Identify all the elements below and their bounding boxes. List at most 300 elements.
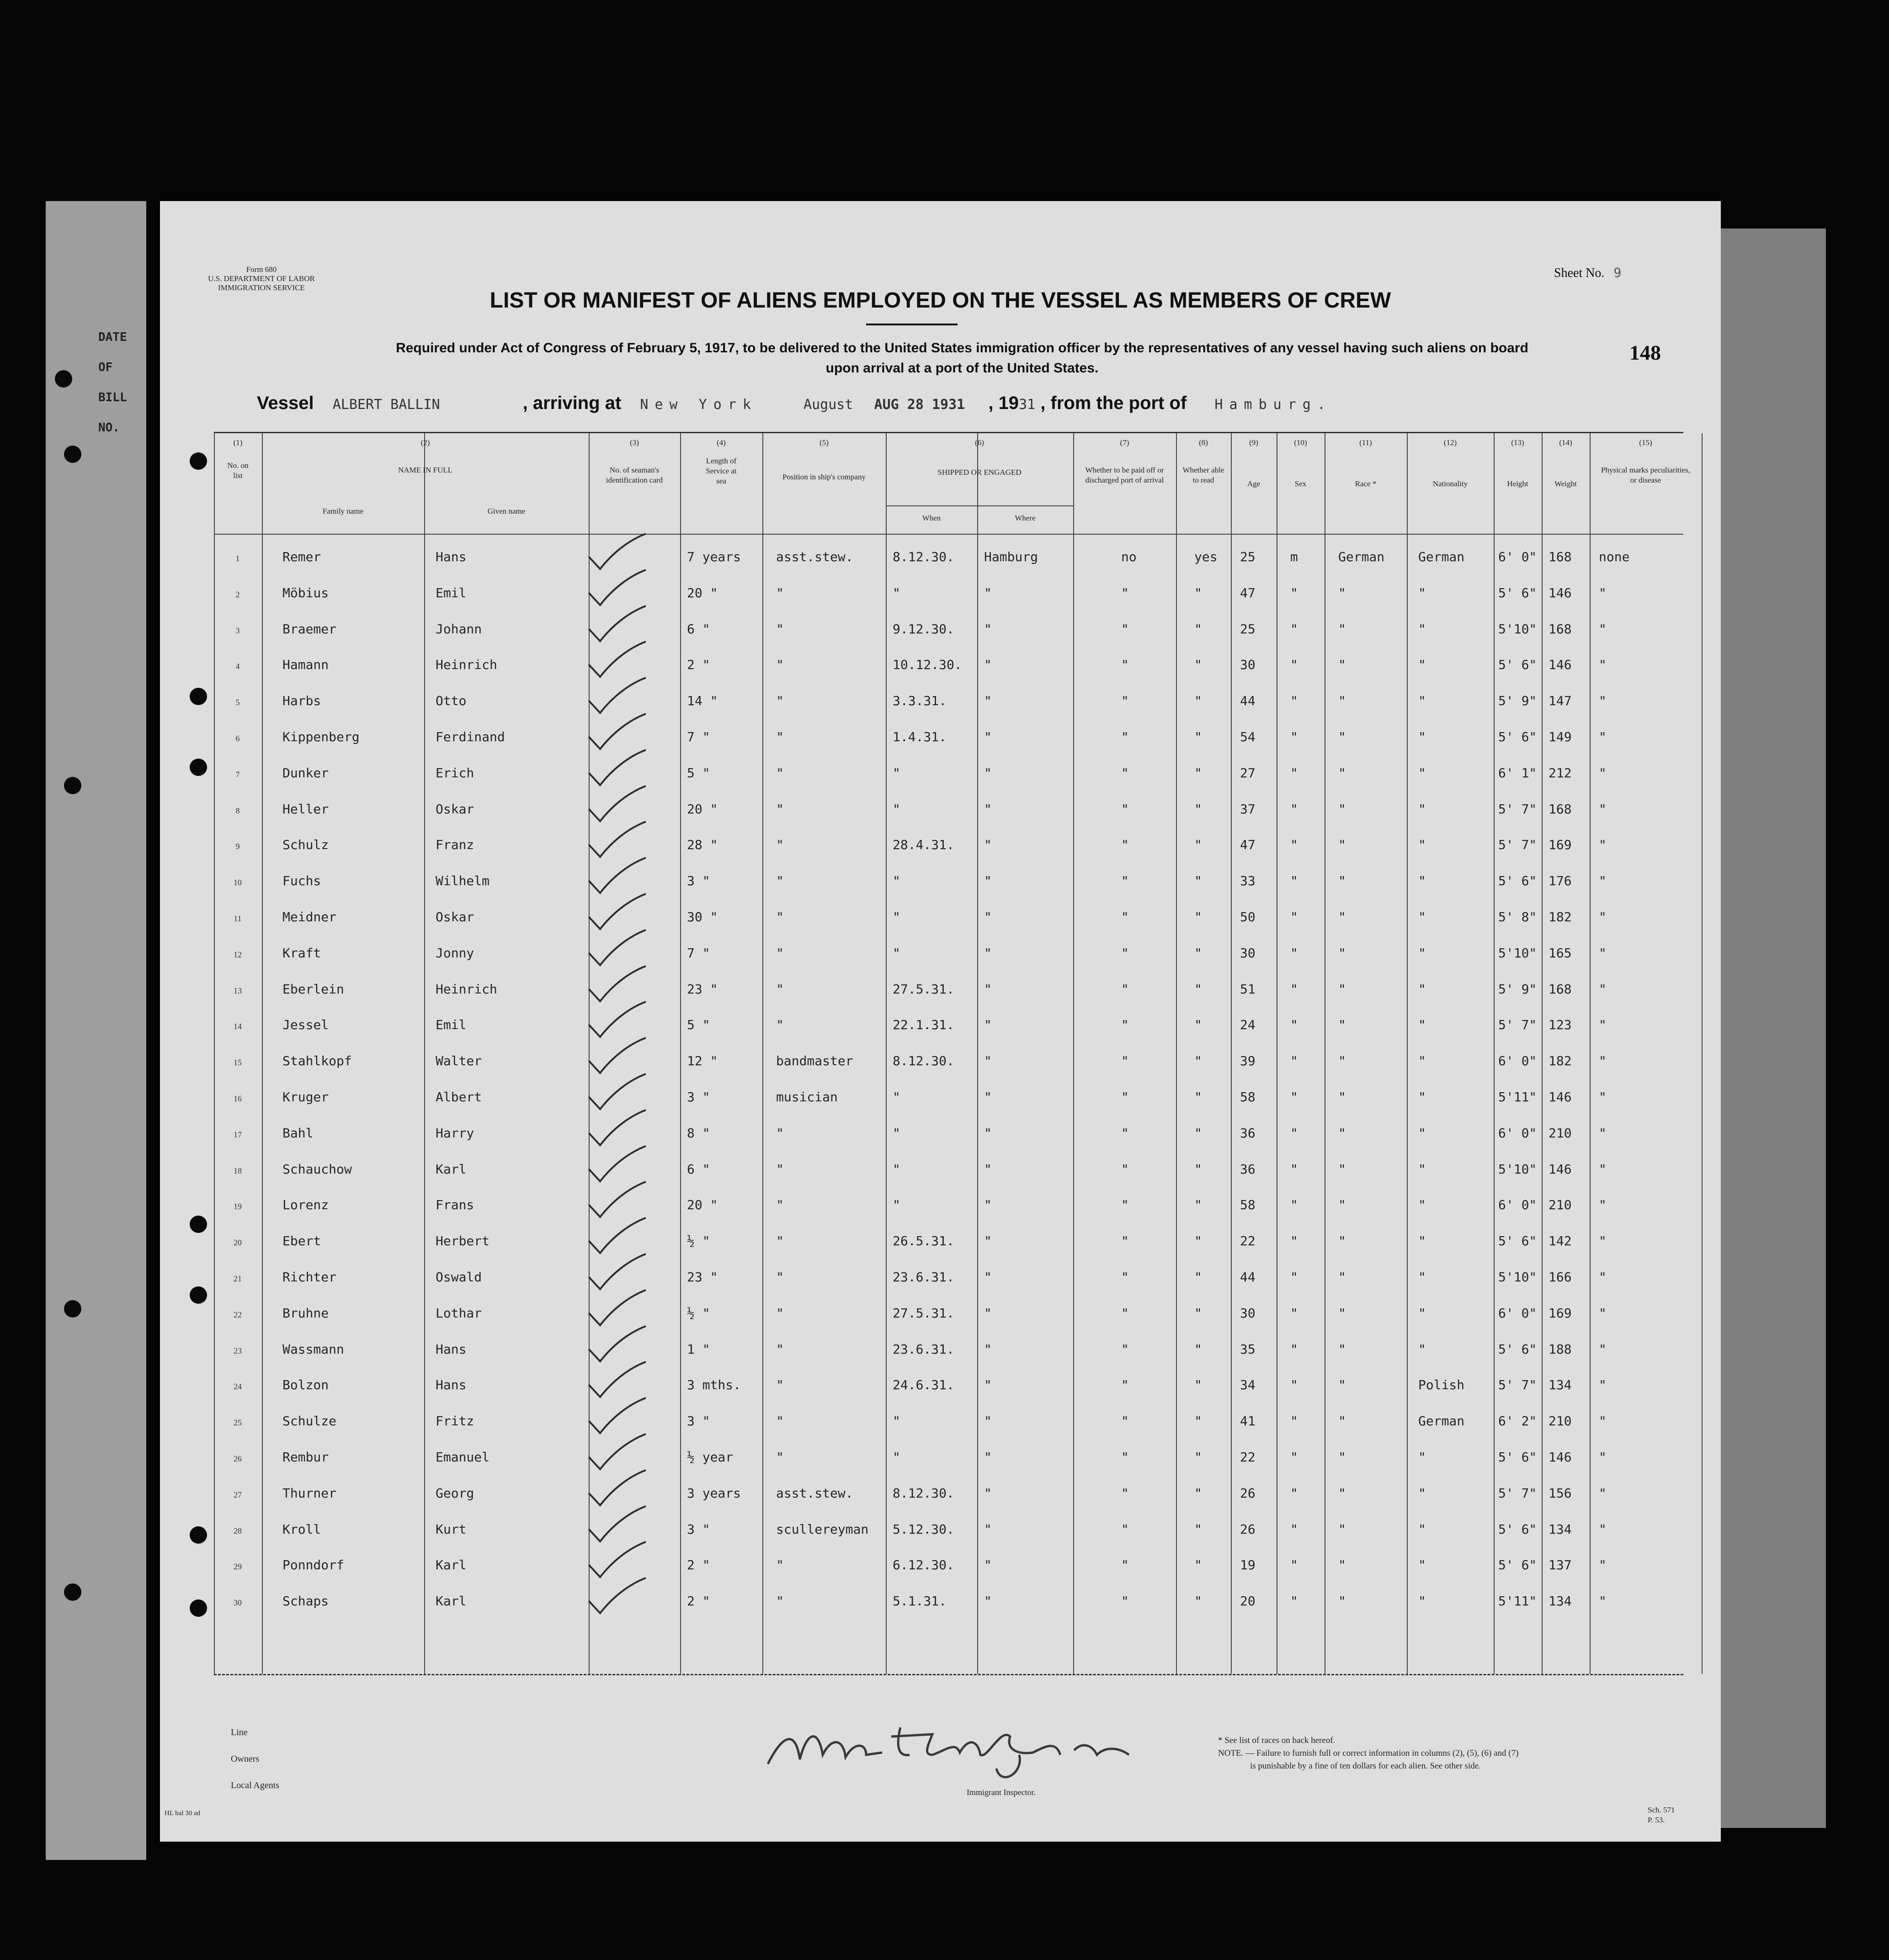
cell-paid: "	[1121, 657, 1129, 673]
checkmark-icon	[584, 604, 648, 645]
cell-family: Heller	[282, 801, 329, 817]
cell-height: 5' 7"	[1498, 801, 1537, 817]
where-header: Where	[1015, 514, 1036, 522]
col-7-number: (7)	[1120, 438, 1129, 447]
arrival-month: August	[803, 397, 853, 413]
cell-age: 26	[1240, 1521, 1256, 1537]
cell-family: Bruhne	[282, 1305, 329, 1321]
cell-nationality: "	[1418, 1233, 1426, 1249]
cell-position: musician	[776, 1089, 838, 1105]
cell-marks: "	[1599, 981, 1607, 997]
cell-read: "	[1194, 1161, 1202, 1177]
cell-where: "	[984, 909, 992, 924]
cell-height: 6' 0"	[1498, 1053, 1537, 1069]
cell-read: "	[1194, 1557, 1202, 1573]
cell-family: Dunker	[282, 765, 329, 781]
sheet-number	[1554, 265, 1621, 281]
cell-paid: no	[1121, 549, 1137, 564]
cell-given: Karl	[436, 1593, 467, 1609]
cell-height: 5' 9"	[1498, 981, 1537, 997]
cell-sex: "	[1290, 1305, 1298, 1321]
cell-paid: "	[1121, 945, 1129, 961]
row-number: 5	[235, 698, 240, 707]
cell-sex: "	[1290, 1593, 1298, 1609]
footer-owners-label: Owners	[231, 1754, 260, 1764]
col-6-number: (6)	[975, 438, 984, 447]
cell-paid: "	[1121, 1450, 1129, 1465]
cell-position: "	[776, 1305, 784, 1321]
cell-marks: "	[1599, 1593, 1607, 1609]
cell-paid: "	[1121, 1233, 1129, 1249]
checkmark-icon	[584, 531, 648, 573]
cell-given: Oskar	[436, 909, 474, 924]
cell-where: "	[984, 585, 992, 600]
cell-position: "	[776, 873, 784, 889]
cell-position: "	[776, 765, 784, 781]
cell-nationality: "	[1418, 1305, 1426, 1321]
family-name-header: Family name	[322, 507, 364, 515]
cell-sex: "	[1290, 693, 1298, 709]
cell-where: "	[984, 1089, 992, 1105]
cell-paid: "	[1121, 1125, 1129, 1141]
footer-agents-label: Local Agents	[231, 1780, 280, 1790]
cell-paid: "	[1121, 693, 1129, 709]
cell-when: "	[893, 945, 900, 961]
binder-hole	[190, 759, 207, 776]
cell-read: "	[1194, 1377, 1202, 1393]
cell-paid: "	[1121, 1305, 1129, 1321]
cell-given: Hans	[436, 1341, 467, 1357]
cell-given: Frans	[436, 1197, 474, 1213]
cell-sex: m	[1290, 549, 1298, 564]
checkmark-icon	[584, 964, 648, 1005]
cell-nationality: "	[1418, 1485, 1426, 1501]
cell-age: 44	[1240, 693, 1256, 709]
cell-service: 28 "	[687, 837, 718, 853]
cell-given: Erich	[436, 765, 474, 781]
cell-weight: 168	[1548, 981, 1572, 997]
cell-when: 22.1.31.	[893, 1017, 954, 1033]
cell-height: 5' 7"	[1498, 1017, 1537, 1033]
binder-hole	[64, 777, 81, 794]
cell-when: "	[893, 909, 900, 924]
cell-height: 5' 6"	[1498, 1521, 1537, 1537]
cell-family: Ponndorf	[282, 1557, 344, 1573]
checkmark-icon	[584, 999, 648, 1041]
sheet-number-label: Sheet No.	[1554, 266, 1605, 280]
cell-weight: 146	[1548, 1161, 1572, 1177]
row-number: 12	[234, 950, 242, 959]
cell-where: Hamburg	[984, 549, 1038, 564]
cell-when: 9.12.30.	[893, 621, 954, 637]
cell-family: Lorenz	[282, 1197, 329, 1213]
cell-race: "	[1338, 1341, 1346, 1357]
col-15-header: Physical marks peculiarities, or disease	[1601, 466, 1690, 484]
cell-race: "	[1338, 873, 1346, 889]
title-rule	[866, 324, 958, 325]
cell-read: "	[1194, 1521, 1202, 1537]
cell-age: 27	[1240, 765, 1256, 781]
cell-where: "	[984, 1377, 992, 1393]
cell-where: "	[984, 729, 992, 744]
cell-nationality: "	[1418, 1197, 1426, 1213]
cell-sex: "	[1290, 1485, 1298, 1501]
cell-family: Schauchow	[282, 1161, 352, 1177]
back-stamp	[98, 322, 146, 443]
cell-marks: "	[1599, 1017, 1607, 1033]
cell-paid: "	[1121, 1197, 1129, 1213]
col-10-header: Sex	[1294, 479, 1307, 488]
cell-service: 20 "	[687, 1197, 718, 1213]
row-number: 2	[235, 590, 240, 599]
row-number: 21	[234, 1274, 242, 1283]
cell-service: 3 years	[687, 1485, 741, 1501]
cell-weight: 134	[1548, 1521, 1572, 1537]
cell-height: 5'11"	[1498, 1593, 1537, 1609]
cell-when: 24.6.31.	[893, 1377, 954, 1393]
print-code: HL bal 30 ad	[165, 1810, 201, 1817]
cell-age: 47	[1240, 837, 1256, 853]
cell-read: "	[1194, 1233, 1202, 1249]
cell-sex: "	[1290, 1377, 1298, 1393]
cell-age: 51	[1240, 981, 1256, 997]
cell-height: 6' 0"	[1498, 1125, 1537, 1141]
cell-when: "	[893, 801, 900, 817]
cell-read: "	[1194, 837, 1202, 853]
cell-given: Otto	[436, 693, 467, 709]
cell-sex: "	[1290, 1269, 1298, 1285]
cell-family: Bolzon	[282, 1377, 329, 1393]
cell-family: Kruger	[282, 1089, 329, 1105]
cell-height: 6' 0"	[1498, 549, 1537, 564]
cell-race: "	[1338, 1305, 1346, 1321]
cell-weight: 210	[1548, 1197, 1572, 1213]
cell-when: "	[893, 1197, 900, 1213]
cell-position: "	[776, 1269, 784, 1285]
cell-when: "	[893, 873, 900, 889]
cell-where: "	[984, 873, 992, 889]
footer-note	[1218, 1734, 1629, 1773]
binder-hole	[190, 1216, 207, 1233]
cell-service: 8 "	[687, 1125, 710, 1141]
row-number: 23	[234, 1346, 242, 1355]
cell-service: 3 "	[687, 1413, 710, 1429]
cell-paid: "	[1121, 585, 1129, 600]
cell-where: "	[984, 1161, 992, 1177]
cell-where: "	[984, 621, 992, 637]
cell-weight: 176	[1548, 873, 1572, 889]
cell-sex: "	[1290, 585, 1298, 600]
cell-when: 8.12.30.	[893, 1485, 954, 1501]
binder-hole	[64, 446, 81, 463]
cell-race: "	[1338, 1593, 1346, 1609]
cell-race: "	[1338, 1377, 1346, 1393]
cell-age: 39	[1240, 1053, 1256, 1069]
cell-race: "	[1338, 909, 1346, 924]
cell-given: Wilhelm	[436, 873, 490, 889]
cell-marks: "	[1599, 945, 1607, 961]
cell-sex: "	[1290, 621, 1298, 637]
cell-nationality: "	[1418, 1521, 1426, 1537]
cell-marks: "	[1599, 1521, 1607, 1537]
cell-family: Braemer	[282, 621, 337, 637]
cell-height: 6' 1"	[1498, 765, 1537, 781]
cell-where: "	[984, 765, 992, 781]
cell-where: "	[984, 1450, 992, 1465]
cell-given: Hans	[436, 549, 467, 564]
cell-paid: "	[1121, 801, 1129, 817]
checkmark-icon	[584, 1396, 648, 1437]
row-number: 14	[234, 1022, 242, 1031]
cell-age: 30	[1240, 657, 1256, 673]
col-13-number: (13)	[1511, 438, 1524, 447]
cell-age: 26	[1240, 1485, 1256, 1501]
cell-family: Fuchs	[282, 873, 321, 889]
cell-age: 20	[1240, 1593, 1256, 1609]
cell-sex: "	[1290, 1233, 1298, 1249]
cell-nationality: "	[1418, 621, 1426, 637]
cell-service: 6 "	[687, 1161, 710, 1177]
cell-family: Möbius	[282, 585, 329, 600]
cell-given: Karl	[436, 1161, 467, 1177]
col-14-number: (14)	[1559, 438, 1572, 447]
cell-family: Schulz	[282, 837, 329, 853]
cell-service: ½ "	[687, 1233, 710, 1249]
cell-paid: "	[1121, 837, 1129, 853]
cell-position: "	[776, 657, 784, 673]
cell-height: 5' 6"	[1498, 1233, 1537, 1249]
manifest-table	[214, 432, 1690, 1675]
cell-race: German	[1338, 549, 1385, 564]
cell-read: "	[1194, 1053, 1202, 1069]
col-1-header: No. on list	[227, 461, 249, 480]
cell-age: 47	[1240, 585, 1256, 600]
cell-sex: "	[1290, 765, 1298, 781]
cell-service: 20 "	[687, 801, 718, 817]
back-page-right	[1721, 228, 1826, 1828]
binder-hole	[190, 688, 207, 705]
cell-marks: "	[1599, 693, 1607, 709]
checkmark-icon	[584, 1432, 648, 1473]
cell-given: Oswald	[436, 1269, 482, 1285]
cell-marks: "	[1599, 873, 1607, 889]
cell-given: Emanuel	[436, 1450, 490, 1465]
cell-when: "	[893, 1125, 900, 1141]
cell-service: 2 "	[687, 1557, 710, 1573]
cell-marks: "	[1599, 1450, 1607, 1465]
form-number: Form 680	[246, 265, 277, 274]
cell-when: 8.12.30.	[893, 1053, 954, 1069]
cell-marks: "	[1599, 729, 1607, 744]
cell-given: Herbert	[436, 1233, 490, 1249]
cell-family: Eberlein	[282, 981, 344, 997]
cell-sex: "	[1290, 1413, 1298, 1429]
col-11-header: Race *	[1355, 479, 1377, 488]
subtitle-line-2: upon arrival at a port of the United States.	[825, 361, 1099, 376]
cell-sex: "	[1290, 1125, 1298, 1141]
form-service: IMMIGRATION SERVICE	[218, 283, 305, 292]
cell-race: "	[1338, 585, 1346, 600]
cell-age: 41	[1240, 1413, 1256, 1429]
checkmark-icon	[584, 892, 648, 933]
cell-given: Hans	[436, 1377, 467, 1393]
cell-sex: "	[1290, 1089, 1298, 1105]
cell-marks: "	[1599, 765, 1607, 781]
cell-marks: "	[1599, 1053, 1607, 1069]
note-races: * See list of races on back hereof.	[1218, 1736, 1336, 1745]
cell-service: 20 "	[687, 585, 718, 600]
checkmark-icon	[584, 819, 648, 860]
cell-given: Walter	[436, 1053, 482, 1069]
cell-where: "	[984, 1197, 992, 1213]
cell-sex: "	[1290, 1450, 1298, 1465]
col-4-header: Length of Service at sea	[706, 457, 737, 485]
cell-when: 8.12.30.	[893, 549, 954, 564]
cell-position: "	[776, 1125, 784, 1141]
checkmark-icon	[584, 1504, 648, 1545]
cell-when: "	[893, 1413, 900, 1429]
cell-height: 5' 6"	[1498, 585, 1537, 600]
cell-height: 5' 6"	[1498, 1450, 1537, 1465]
cell-nationality: "	[1418, 801, 1426, 817]
cell-given: Jonny	[436, 945, 474, 961]
cell-paid: "	[1121, 1377, 1129, 1393]
row-number: 11	[234, 914, 242, 923]
checkmark-icon	[584, 1108, 648, 1149]
checkmark-icon	[584, 784, 648, 825]
cell-position: "	[776, 909, 784, 924]
cell-marks: "	[1599, 1341, 1607, 1357]
cell-marks: "	[1599, 1233, 1607, 1249]
cell-nationality: German	[1418, 549, 1465, 564]
cell-given: Ferdinand	[436, 729, 505, 744]
cell-family: Thurner	[282, 1485, 337, 1501]
col-10-number: (10)	[1294, 438, 1307, 447]
row-number: 1	[235, 554, 240, 563]
cell-nationality: "	[1418, 1593, 1426, 1609]
cell-sex: "	[1290, 657, 1298, 673]
cell-paid: "	[1121, 1413, 1129, 1429]
cell-marks: "	[1599, 621, 1607, 637]
cell-where: "	[984, 1305, 992, 1321]
cell-service: 5 "	[687, 1017, 710, 1033]
cell-age: 25	[1240, 621, 1256, 637]
cell-family: Hamann	[282, 657, 329, 673]
cell-nationality: "	[1418, 729, 1426, 744]
cell-where: "	[984, 657, 992, 673]
cell-where: "	[984, 1521, 992, 1537]
cell-race: "	[1338, 621, 1346, 637]
cell-weight: 210	[1548, 1125, 1572, 1141]
checkmark-icon	[584, 1324, 648, 1365]
cell-when: "	[893, 1161, 900, 1177]
col-11-number: (11)	[1359, 438, 1372, 447]
checkmark-icon	[584, 1216, 648, 1257]
cell-nationality: "	[1418, 1557, 1426, 1573]
cell-when: 10.12.30.	[893, 657, 962, 673]
cell-service: 3 "	[687, 873, 710, 889]
cell-height: 5'11"	[1498, 1089, 1537, 1105]
checkmark-icon	[584, 675, 648, 717]
cell-sex: "	[1290, 1197, 1298, 1213]
cell-race: "	[1338, 1269, 1346, 1285]
cell-weight: 134	[1548, 1593, 1572, 1609]
col-5-header: Position in ship's company	[782, 473, 866, 481]
cell-nationality: "	[1418, 873, 1426, 889]
checkmark-icon	[584, 1576, 648, 1617]
cell-given: Georg	[436, 1485, 474, 1501]
cell-nationality: "	[1418, 1125, 1426, 1141]
cell-height: 5' 8"	[1498, 909, 1537, 924]
cell-where: "	[984, 1269, 992, 1285]
departure-port: Hamburg.	[1214, 397, 1332, 413]
cell-read: "	[1194, 801, 1202, 817]
cell-when: "	[893, 1450, 900, 1465]
cell-nationality: "	[1418, 1089, 1426, 1105]
row-number: 26	[234, 1454, 242, 1463]
cell-paid: "	[1121, 1017, 1129, 1033]
cell-nationality: Polish	[1418, 1377, 1465, 1393]
row-number: 13	[234, 986, 242, 995]
cell-height: 5' 6"	[1498, 729, 1537, 744]
cell-paid: "	[1121, 1557, 1129, 1573]
cell-given: Heinrich	[436, 657, 497, 673]
inspector-signature	[763, 1709, 1143, 1787]
cell-weight: 146	[1548, 1450, 1572, 1465]
cell-service: 1 "	[687, 1341, 710, 1357]
cell-when: 26.5.31.	[893, 1233, 954, 1249]
cell-marks: "	[1599, 1377, 1607, 1393]
cell-race: "	[1338, 1485, 1346, 1501]
cell-where: "	[984, 1485, 992, 1501]
when-header: When	[922, 514, 941, 522]
checkmark-icon	[584, 1179, 648, 1221]
cell-given: Emil	[436, 585, 467, 600]
cell-height: 5' 6"	[1498, 1341, 1537, 1357]
cell-service: 30 "	[687, 909, 718, 924]
cell-position: "	[776, 1233, 784, 1249]
cell-paid: "	[1121, 1269, 1129, 1285]
cell-height: 5'10"	[1498, 1161, 1537, 1177]
cell-height: 6' 0"	[1498, 1305, 1537, 1321]
binder-hole	[64, 1583, 81, 1601]
col-14-header: Weight	[1554, 479, 1577, 488]
given-name-header: Given name	[487, 507, 526, 515]
cell-service: 7 years	[687, 549, 741, 564]
cell-service: 3 "	[687, 1521, 710, 1537]
col-3-header: No. of seaman's identification card	[606, 466, 663, 484]
cell-age: 34	[1240, 1377, 1256, 1393]
cell-nationality: "	[1418, 1161, 1426, 1177]
cell-weight: 137	[1548, 1557, 1572, 1573]
binder-hole	[55, 370, 72, 388]
document-subtitle	[242, 338, 1682, 378]
cell-service: 7 "	[687, 729, 710, 744]
cell-where: "	[984, 1557, 992, 1573]
cell-nationality: "	[1418, 1450, 1426, 1465]
cell-paid: "	[1121, 729, 1129, 744]
cell-nationality: "	[1418, 981, 1426, 997]
cell-position: "	[776, 1161, 784, 1177]
cell-read: "	[1194, 585, 1202, 600]
cell-read: "	[1194, 1089, 1202, 1105]
cell-where: "	[984, 945, 992, 961]
cell-position: bandmaster	[776, 1053, 853, 1069]
cell-position: "	[776, 1377, 784, 1393]
cell-service: 5 "	[687, 765, 710, 781]
cell-read: "	[1194, 873, 1202, 889]
cell-nationality: "	[1418, 1269, 1426, 1285]
